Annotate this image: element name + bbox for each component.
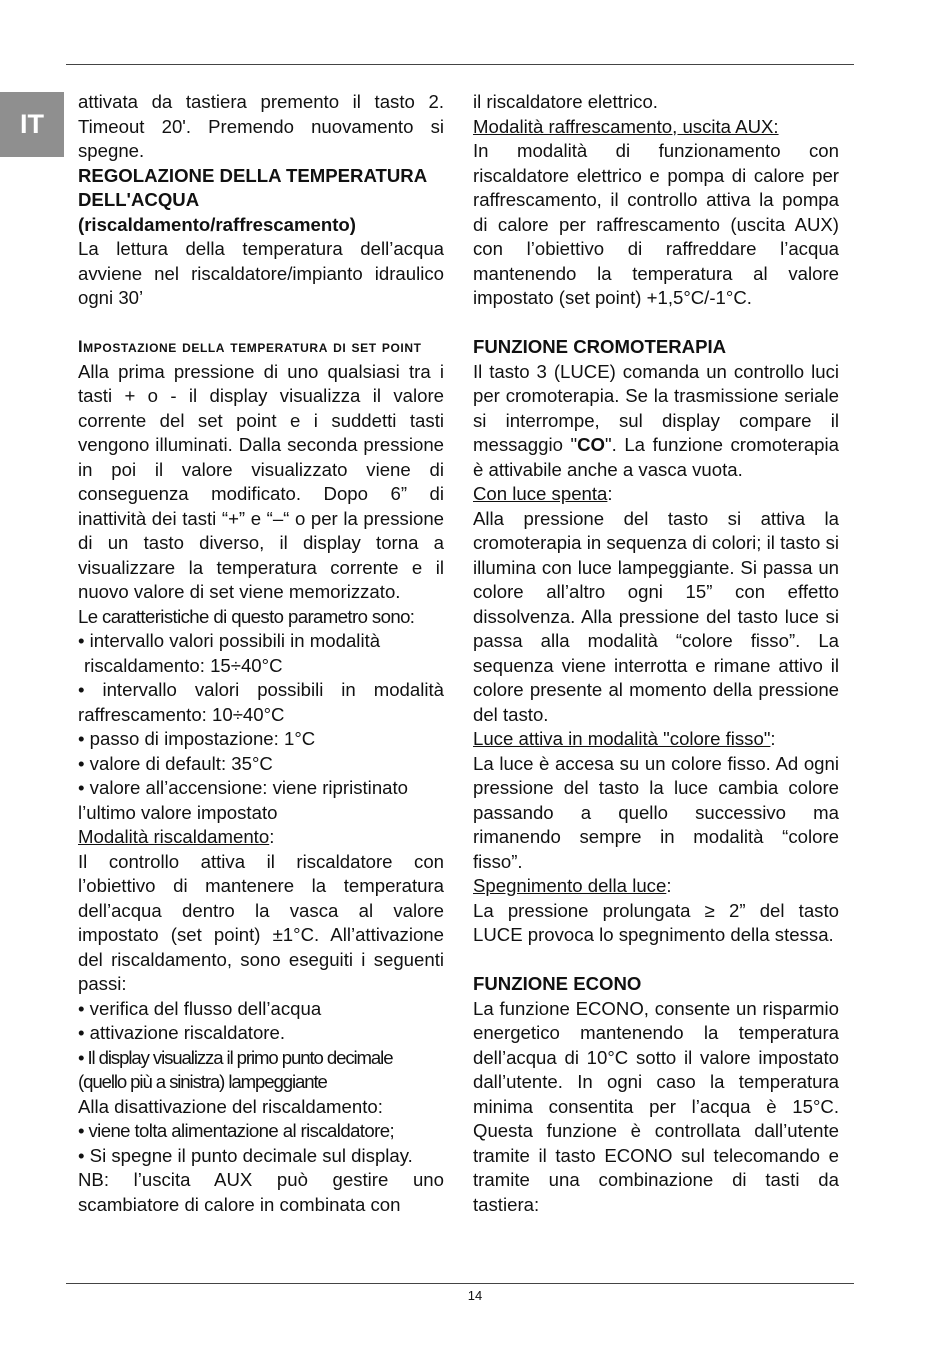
- language-tab: IT: [0, 92, 64, 157]
- paragraph: La pressione prolungata ≥ 2” del tasto LUCE provoca lo spegnimento della stessa.: [473, 899, 839, 945]
- paragraph: attivata da tastiera premento il tasto 2. Timeout 20'. Premendo nuovamento si spegne.: [78, 91, 444, 161]
- subheading-fixed-color: Luce attiva in modalità "colore fisso":: [473, 728, 776, 749]
- bullet-item: • passo di impostazione: 1°C: [78, 728, 316, 749]
- bullet-item: • Il display visualizza il primo punto decimale (quello più a sinistra) lampeggiante: [78, 1046, 393, 1092]
- paragraph: La luce è accesa su un colore fisso. Ad ogni pressione del tasto la luce cambia colore passando a quello successivo ma rimanendo sempre in modalità “colore fisso”.: [473, 752, 839, 872]
- underlined-label: Con luce spenta: [473, 483, 608, 504]
- section-heading-econo: FUNZIONE ECONO: [473, 973, 642, 994]
- section-heading-chromotherapy: FUNZIONE CROMOTERAPIA: [473, 336, 727, 357]
- underlined-label: Luce attiva in modalità "colore fisso": [473, 728, 771, 749]
- display-message-code: CO: [577, 434, 605, 455]
- bullet-item: • attivazione riscaldatore.: [78, 1022, 286, 1043]
- underlined-label: Spegnimento della luce: [473, 875, 667, 896]
- bullet-item: • Si spegne il punto decimale sul display.: [78, 1144, 413, 1166]
- paragraph: In modalità di funzionamento con riscaldatore elettrico e pompa di calore per raffrescamento, il controllo attiva la pompa di calore per raffrescamento (uscita AUX) con l’obiettivo di raffreddare l’acqua mantenendo la temperatura al valore impostato (set point) +1,5°C/-1°C.: [473, 140, 839, 308]
- subheading-heating-mode: Modalità riscaldamento:: [78, 826, 275, 847]
- paragraph: La lettura della temperatura dell’acqua avviene nel riscaldatore/impianto idraulico ogni 30’: [78, 238, 444, 308]
- page-number: 14: [467, 1288, 483, 1303]
- paragraph: Le caratteristiche di questo parametro sono:: [78, 605, 415, 627]
- bullet-item: • viene tolta alimentazione al riscaldatore;: [78, 1120, 395, 1141]
- subsection-heading-set-point: Impostazione della temperatura di set point: [78, 338, 422, 356]
- paragraph: Il tasto 3 (LUCE) comanda un controllo luci per cromoterapia. Se la trasmissione seriale si interrompe, sul display compare il messaggio "CO". La funzione cromoterapia è attivabile anche a vasca vuota.: [473, 360, 839, 480]
- bullet-item: • valore all’accensione: viene ripristinato l’ultimo valore impostato: [78, 777, 409, 823]
- paragraph: NB: l’uscita AUX può gestire uno scambiatore di calore in combinata con: [78, 1169, 444, 1215]
- footer-rule: [66, 1283, 854, 1284]
- bullet-item: • verifica del flusso dell’acqua: [78, 997, 322, 1019]
- bullet-item: • intervallo valori possibili in modalità: [78, 630, 381, 651]
- paragraph: Alla pressione del tasto si attiva la cromoterapia in sequenza di colori; il tasto si illumina con luce lampeggiante. Si passa un colore all’altro ogni 15” con effetto dissolvenza. Alla pressione del tasto luce si passa alla modalità “colore fisso”. La sequenza viene interrotta e rimane attivo il colore presente al momento della pressione del tasto.: [473, 507, 839, 725]
- subheading-cooling-mode: Modalità raffrescamento, uscita AUX:: [473, 115, 779, 137]
- paragraph: La funzione ECONO, consente un risparmio energetico mantenendo la temperatura dell’acqua di 10°C sotto il valore impostato dall’utente. In ogni caso la temperatura minima consentita per l’acqua è 15°C. Questa funzione è controllata dall’utente tramite il tasto ECONO sul telecomando e tramite una combinazione di tasti da tastiera:: [473, 997, 839, 1215]
- paragraph: Il controllo attiva il riscaldatore con l’obiettivo di mantenere la temperatura dell’acqua dentro la vasca al valore impostato (set point) ±1°C. All’attivazione del riscaldamento, sono eseguiti i seguenti passi:: [78, 850, 444, 994]
- subheading-light-shutdown: Spegnimento della luce:: [473, 875, 672, 896]
- paragraph: il riscaldatore elettrico.: [473, 91, 658, 112]
- bullet-item-continuation: riscaldamento: 15÷40°C: [84, 654, 283, 676]
- header-rule: [66, 64, 854, 65]
- bullet-item: • intervallo valori possibili in modalità raffrescamento: 10÷40°C: [78, 679, 444, 725]
- right-column: [473, 90, 839, 1217]
- bullet-item: • valore di default: 35°C: [78, 752, 273, 774]
- underlined-label: Modalità riscaldamento: [78, 826, 270, 847]
- subheading-light-off: Con luce spenta:: [473, 483, 613, 504]
- section-heading-water-temperature: REGOLAZIONE DELLA TEMPERATURA DELL'ACQUA (riscaldamento/raffrescamento): [78, 164, 427, 235]
- left-column: [78, 90, 444, 1217]
- paragraph: Alla prima pressione di uno qualsiasi tra i tasti + o - il display visualizza il valore corrente del set point e i suddetti tasti vengono illuminati. Dalla seconda pressione in poi il valore visualizzato viene di conseguenza modificato. Dopo 6” di inattività dei tasti “+” e “–“ o per la pressione di un tasto diverso, il display torna a visualizzare la temperatura corrente e il nuovo valore di set viene memorizzato.: [78, 360, 444, 602]
- paragraph: Alla disattivazione del riscaldamento:: [78, 1095, 383, 1117]
